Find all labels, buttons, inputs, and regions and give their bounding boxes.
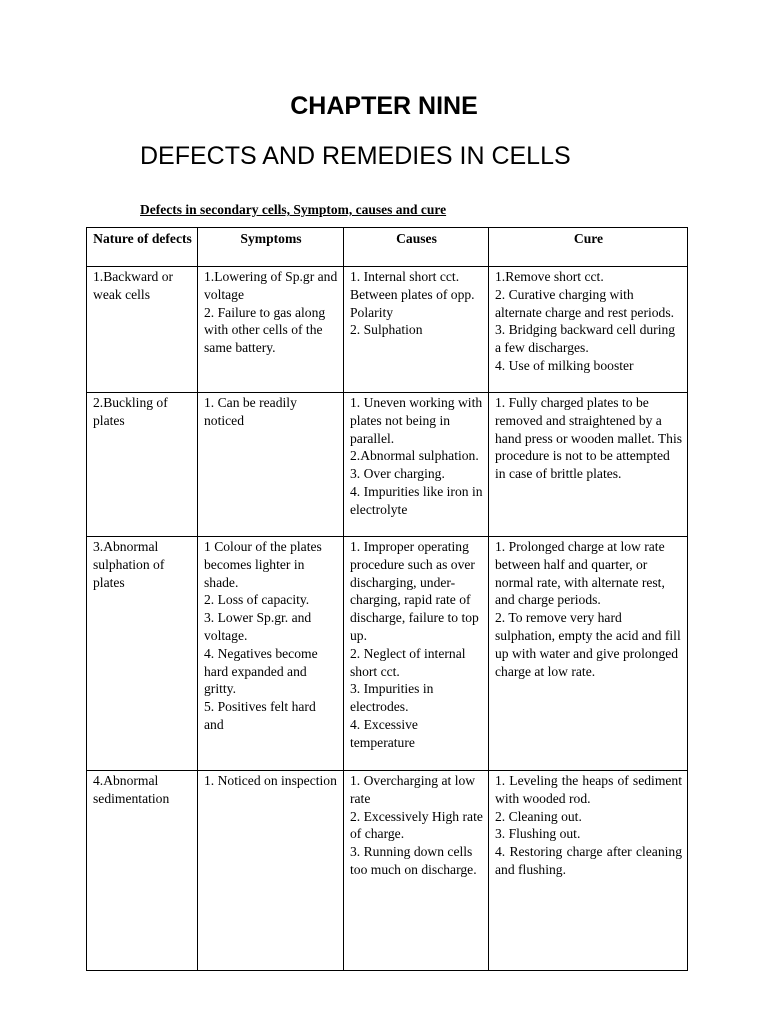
table-cell-cure (489, 267, 688, 393)
cell-text: 2. Curative charging with alternate charge and rest periods. (495, 286, 675, 320)
table-caption: Defects in secondary cells, Symptom, causes and cure (140, 202, 447, 217)
column-header-cure: Cure (489, 228, 688, 267)
cell-text: 2. Failure to gas along with other cells of the same battery. (204, 304, 326, 356)
table-cell-cure (489, 537, 688, 771)
cell-text: 1. Overcharging at low rate (350, 773, 476, 806)
cell-text: 3. Lower Sp.gr. and voltage. (204, 610, 312, 643)
cell-text: 1. Can be readily noticed (204, 395, 297, 428)
cell-text: 2. To remove very hard sulphation, empty the acid and fill up with water and give prolonged charge at low rate. (495, 610, 681, 679)
table-header-row (87, 228, 688, 267)
cell-text: 1.Backward or weak cells (93, 269, 174, 302)
cell-text: 4. Negatives become hard expanded and gritty. (204, 645, 318, 697)
table-cell-symptoms (198, 393, 344, 537)
table-cell-causes (344, 537, 489, 771)
column-header-nature: Nature of defects (87, 228, 198, 267)
table-cell-causes (344, 771, 489, 971)
cell-text: 1. Noticed on inspection (204, 773, 337, 788)
table-row (87, 267, 688, 393)
cell-text: 4. Excessive temperature (350, 716, 418, 750)
column-header-causes: Causes (344, 228, 489, 267)
cell-text: 1. Improper operating procedure such as over discharging, under-charging, rapid rate of discharge, failure to top up. (350, 539, 479, 643)
table-cell-nature (87, 267, 198, 393)
cell-text: 3. Impurities in electrodes. (350, 681, 434, 715)
table-cell-symptoms (198, 771, 344, 971)
cell-text: 4. Impurities like iron in electrolyte (350, 483, 483, 517)
table-cell-nature (87, 771, 198, 971)
cell-text: 4. Use of milking booster (495, 357, 634, 373)
cell-text: 3. Bridging backward cell during a few discharges. (495, 322, 676, 356)
cell-text: 5. Positives felt hard and (204, 699, 316, 732)
cell-text: 1.Remove short cct. (495, 269, 604, 284)
cell-text: 1. Prolonged charge at low rate between half and quarter, or normal rate, with alternate rest, and charge periods. (495, 539, 665, 608)
defects-table (86, 227, 688, 971)
table-body (87, 267, 688, 971)
cell-text: 1.Lowering of Sp.gr and voltage (204, 269, 338, 302)
cell-text: 2.Abnormal sulphation. (350, 448, 479, 464)
cell-text: 2. Cleaning out. (495, 808, 582, 824)
cell-text: 2. Loss of capacity. (204, 592, 310, 608)
column-header-symptoms: Symptoms (198, 228, 344, 267)
cell-text: 2. Neglect of internal short cct. (350, 645, 466, 679)
table-cell-causes (344, 267, 489, 393)
cell-text: 2. Sulphation (350, 322, 423, 338)
table-row (87, 771, 688, 971)
chapter-heading: CHAPTER NINE (290, 92, 478, 120)
table-row (87, 393, 688, 537)
cell-text: 2.Buckling of plates (93, 395, 168, 428)
cell-text: 3. Flushing out. (495, 826, 581, 842)
cell-text: 1. Uneven working with plates not being in parallel. (350, 395, 483, 446)
cell-text: 1 Colour of the plates becomes lighter in shade. (204, 539, 322, 590)
table-row (87, 537, 688, 771)
table-cell-nature (87, 393, 198, 537)
cell-text: 2. Excessively High rate of charge. (350, 808, 483, 842)
cell-text: 3. Running down cells too much on discharge. (350, 844, 477, 877)
cell-text: 3. Over charging. (350, 466, 445, 482)
table-cell-nature (87, 537, 198, 771)
table-cell-causes (344, 393, 489, 537)
cell-text: 4. Restoring charge after cleaning and flushing. (495, 844, 682, 877)
page-title: DEFECTS AND REMEDIES IN CELLS (140, 142, 571, 170)
cell-text: 1. Leveling the heaps of sediment with wooded rod. (495, 773, 682, 806)
cell-text: 1. Fully charged plates to be removed and straightened by a hand press or wooden mallet. This procedure is not to be attempted in case of brittle plates. (495, 395, 683, 482)
table-cell-cure (489, 771, 688, 971)
table-cell-symptoms (198, 267, 344, 393)
table-cell-cure (489, 393, 688, 537)
table-cell-symptoms (198, 537, 344, 771)
cell-text: 4.Abnormal sedimentation (93, 773, 170, 806)
cell-text: 3.Abnormal sulphation of plates (93, 539, 165, 590)
cell-text: 1. Internal short cct. Between plates of opp. Polarity (350, 269, 475, 320)
